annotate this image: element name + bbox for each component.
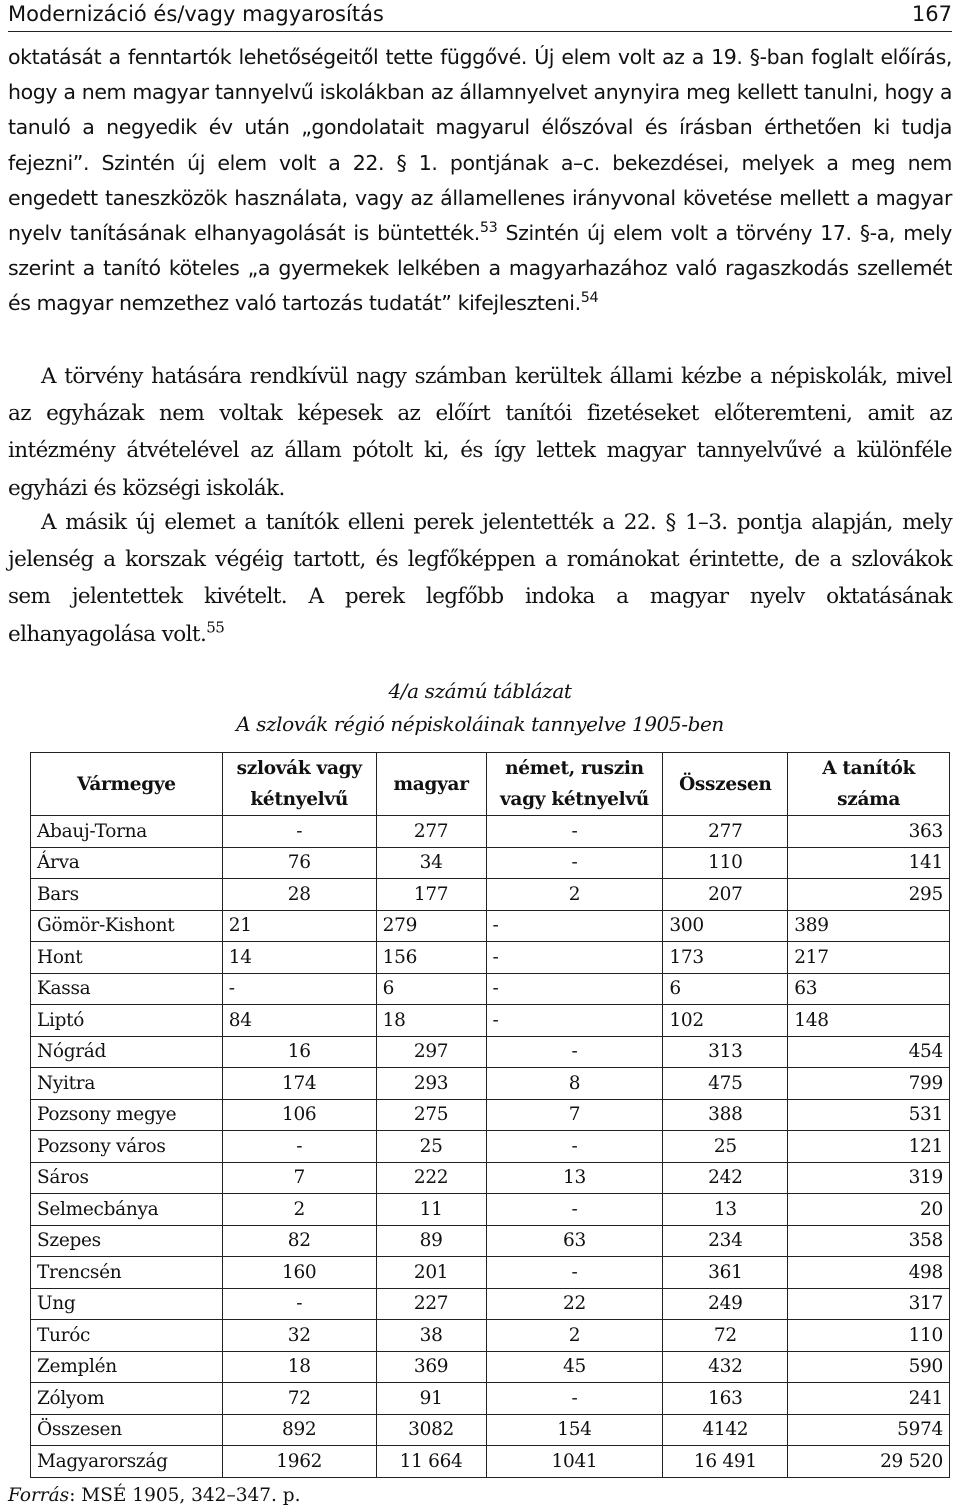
table-row (31, 1036, 950, 1068)
value-cell: 313 (663, 1036, 788, 1068)
table-row (31, 973, 950, 1005)
value-cell: 102 (663, 1005, 788, 1037)
value-cell: 177 (376, 879, 486, 911)
value-cell: 279 (376, 910, 486, 942)
value-cell: - (486, 1257, 663, 1289)
value-cell: 25 (663, 1131, 788, 1163)
value-cell: - (486, 816, 663, 848)
footnote-ref-55: 55 (206, 618, 225, 637)
value-cell: 34 (376, 847, 486, 879)
value-cell: 2 (486, 1320, 663, 1352)
county-cell: Árva (31, 847, 223, 879)
value-cell: 234 (663, 1225, 788, 1257)
header-text: szlovák vagy (236, 758, 362, 779)
value-cell: - (222, 973, 376, 1005)
value-cell: 16 491 (663, 1446, 788, 1478)
paragraph-3 (8, 504, 952, 653)
value-cell: 249 (663, 1288, 788, 1320)
paragraph-2 (8, 358, 952, 507)
value-cell: 110 (663, 847, 788, 879)
value-cell: 72 (222, 1383, 376, 1415)
value-cell: 242 (663, 1162, 788, 1194)
value-cell: 317 (788, 1288, 950, 1320)
value-cell: 363 (788, 816, 950, 848)
table-caption-number: 4/a számú táblázat (388, 679, 572, 703)
table-row (31, 1351, 950, 1383)
value-cell: - (486, 847, 663, 879)
value-cell: 173 (663, 942, 788, 974)
value-cell: 18 (222, 1351, 376, 1383)
value-cell: - (486, 942, 663, 974)
county-cell: Nyitra (31, 1068, 223, 1100)
value-cell: 25 (376, 1131, 486, 1163)
county-cell: Trencsén (31, 1257, 223, 1289)
value-cell: 121 (788, 1131, 950, 1163)
header-text: Vármegye (76, 773, 176, 795)
table-body (31, 816, 950, 1478)
value-cell: 76 (222, 847, 376, 879)
value-cell: 141 (788, 847, 950, 879)
value-cell: 11 (376, 1194, 486, 1226)
value-cell: 227 (376, 1288, 486, 1320)
value-cell: 63 (788, 973, 950, 1005)
value-cell: 241 (788, 1383, 950, 1415)
data-table (30, 752, 950, 1478)
value-cell: 319 (788, 1162, 950, 1194)
value-cell: 84 (222, 1005, 376, 1037)
value-cell: 91 (376, 1383, 486, 1415)
value-cell: 163 (663, 1383, 788, 1415)
value-cell: 13 (486, 1162, 663, 1194)
value-cell: 454 (788, 1036, 950, 1068)
value-cell: - (486, 1036, 663, 1068)
county-cell: Szepes (31, 1225, 223, 1257)
value-cell: 28 (222, 879, 376, 911)
value-cell: 72 (663, 1320, 788, 1352)
value-cell: 21 (222, 910, 376, 942)
table-row (31, 1383, 950, 1415)
table-row (31, 1194, 950, 1226)
value-cell: 45 (486, 1351, 663, 1383)
county-cell: Magyarország (31, 1446, 223, 1478)
county-cell: Nógrád (31, 1036, 223, 1068)
value-cell: 892 (222, 1414, 376, 1446)
value-cell: - (486, 910, 663, 942)
table-row (31, 816, 950, 848)
county-cell: Pozsony megye (31, 1099, 223, 1131)
value-cell: - (222, 1131, 376, 1163)
value-cell: 2 (222, 1194, 376, 1226)
value-cell: 361 (663, 1257, 788, 1289)
county-cell: Hont (31, 942, 223, 974)
header-text: német, ruszin (505, 758, 644, 779)
county-cell: Zólyom (31, 1383, 223, 1415)
county-cell: Zemplén (31, 1351, 223, 1383)
value-cell: - (486, 1383, 663, 1415)
table-row (31, 1257, 950, 1289)
header-text: száma (837, 789, 901, 810)
value-cell: 16 (222, 1036, 376, 1068)
value-cell: 432 (663, 1351, 788, 1383)
value-cell: 110 (788, 1320, 950, 1352)
running-title: Modernizáció és/vagy magyarosítás (8, 2, 384, 26)
value-cell: 297 (376, 1036, 486, 1068)
table-row (31, 879, 950, 911)
table-row (31, 1068, 950, 1100)
header-text: A tanítók (822, 758, 916, 779)
county-cell: Összesen (31, 1414, 223, 1446)
page-number: 167 (911, 2, 952, 26)
value-cell: 4142 (663, 1414, 788, 1446)
footnote-ref-54: 54 (580, 290, 599, 307)
paragraph-2-text: A törvény hatására rendkívül nagy számban kerültek állami kézbe a népiskolák, mivel az egyházak nem voltak képesek az előírt tanítói fizetéseket előteremteni, amit az intézmény átvételével az állam pótolt ki, és így lettek magyar tannyelvűvé a különféle egyházi és községi iskolák. (8, 364, 952, 501)
county-cell: Selmecbánya (31, 1194, 223, 1226)
value-cell: - (486, 1194, 663, 1226)
value-cell: 201 (376, 1257, 486, 1289)
value-cell: - (222, 816, 376, 848)
paragraph-1 (8, 40, 952, 322)
value-cell: 389 (788, 910, 950, 942)
value-cell: 20 (788, 1194, 950, 1226)
header-nemet-ruszin (486, 753, 663, 816)
table-row (31, 1131, 950, 1163)
county-cell: Pozsony város (31, 1131, 223, 1163)
value-cell: 277 (376, 816, 486, 848)
table-row (31, 1005, 950, 1037)
value-cell: 2 (486, 879, 663, 911)
value-cell: 3082 (376, 1414, 486, 1446)
footnote-ref-53: 53 (479, 220, 498, 237)
value-cell: 7 (222, 1162, 376, 1194)
value-cell: 14 (222, 942, 376, 974)
header-text: Összesen (679, 773, 772, 795)
value-cell: 531 (788, 1099, 950, 1131)
value-cell: 38 (376, 1320, 486, 1352)
table-row (31, 1162, 950, 1194)
running-header (8, 0, 952, 32)
value-cell: 6 (663, 973, 788, 1005)
source-text: : MSÉ 1905, 342–347. p. (69, 1485, 301, 1506)
header-text: vagy kétnyelvű (499, 789, 649, 810)
value-cell: 295 (788, 879, 950, 911)
value-cell: 18 (376, 1005, 486, 1037)
value-cell: 277 (663, 816, 788, 848)
value-cell: 590 (788, 1351, 950, 1383)
table-row (31, 910, 950, 942)
value-cell: 369 (376, 1351, 486, 1383)
value-cell: 8 (486, 1068, 663, 1100)
value-cell: - (486, 1131, 663, 1163)
paragraph-3-text: A másik új elemet a tanítók elleni perek jelentették a 22. § 1–3. pontja alapján, mely jelenség a korszak végéig tartott, és legfőképpen a románokat érintette, de a szlovákok sem jelentettek kivételt. A perek legfőbb indoka a magyar nyelv oktatásának elhanyagolása volt. (8, 510, 952, 647)
header-szlovak (222, 753, 376, 816)
header-osszesen (663, 753, 788, 816)
value-cell: 89 (376, 1225, 486, 1257)
value-cell: 160 (222, 1257, 376, 1289)
source-label: Forrás (8, 1485, 70, 1506)
county-cell: Abauj-Torna (31, 816, 223, 848)
value-cell: 13 (663, 1194, 788, 1226)
value-cell: 1962 (222, 1446, 376, 1478)
value-cell: 275 (376, 1099, 486, 1131)
value-cell: 156 (376, 942, 486, 974)
value-cell: 1041 (486, 1446, 663, 1478)
value-cell: 222 (376, 1162, 486, 1194)
paragraph-1-text-b: Szintén új elem volt a törvény 17. §-a, mely szerint a tanító köteles „a gyermekek lelkében a magyarhazához való ragaszkodás szellemét és magyar nemzethez való tartozás tudatát” kifejleszteni. (8, 221, 952, 316)
value-cell: 29 520 (788, 1446, 950, 1478)
value-cell: 498 (788, 1257, 950, 1289)
value-cell: - (486, 973, 663, 1005)
value-cell: 22 (486, 1288, 663, 1320)
source-note (8, 1485, 301, 1506)
value-cell: 63 (486, 1225, 663, 1257)
value-cell: 388 (663, 1099, 788, 1131)
table-row (31, 847, 950, 879)
value-cell: - (222, 1288, 376, 1320)
table-row (31, 1320, 950, 1352)
value-cell: 217 (788, 942, 950, 974)
county-cell: Ung (31, 1288, 223, 1320)
county-cell: Bars (31, 879, 223, 911)
value-cell: 799 (788, 1068, 950, 1100)
header-magyar (376, 753, 486, 816)
table-row (31, 1288, 950, 1320)
value-cell: 7 (486, 1099, 663, 1131)
header-text: kétnyelvű (250, 789, 349, 810)
table-row (31, 1446, 950, 1478)
county-cell: Liptó (31, 1005, 223, 1037)
value-cell: - (486, 1005, 663, 1037)
value-cell: 6 (376, 973, 486, 1005)
header-text: magyar (393, 773, 469, 795)
value-cell: 11 664 (376, 1446, 486, 1478)
value-cell: 32 (222, 1320, 376, 1352)
value-cell: 5974 (788, 1414, 950, 1446)
header-tanitok (788, 753, 950, 816)
value-cell: 475 (663, 1068, 788, 1100)
value-cell: 154 (486, 1414, 663, 1446)
table-row (31, 942, 950, 974)
table-row (31, 1414, 950, 1446)
value-cell: 174 (222, 1068, 376, 1100)
value-cell: 148 (788, 1005, 950, 1037)
table-header-row (31, 753, 950, 816)
county-cell: Gömör-Kishont (31, 910, 223, 942)
value-cell: 82 (222, 1225, 376, 1257)
value-cell: 207 (663, 879, 788, 911)
value-cell: 300 (663, 910, 788, 942)
table-row (31, 1225, 950, 1257)
county-cell: Kassa (31, 973, 223, 1005)
table-caption-title: A szlovák régió népiskoláinak tannyelve 1905-ben (236, 712, 724, 736)
paragraph-1-text-a: oktatását a fenntartók lehetőségeitől tette függővé. Új elem volt az a 19. §-ban foglalt előírás, hogy a nem magyar tannyelvű iskolákban az államnyelvet anynyira meg kellett tanulni, hogy a tanuló a negyedik év után „gondolatait magyarul élőszóval és írásban érthetően ki tudja fejezni”. Szintén új elem volt a 22. § 1. pontjának a–c. bekezdései, melyek a meg nem engedett taneszközök használata, vagy az államellenes irányvonal követése mellett a magyar nyelv tanításának elhanyagolását is büntették. (8, 45, 952, 246)
table-row (31, 1099, 950, 1131)
county-cell: Turóc (31, 1320, 223, 1352)
header-varmegye (31, 753, 223, 816)
county-cell: Sáros (31, 1162, 223, 1194)
value-cell: 106 (222, 1099, 376, 1131)
value-cell: 358 (788, 1225, 950, 1257)
value-cell: 293 (376, 1068, 486, 1100)
